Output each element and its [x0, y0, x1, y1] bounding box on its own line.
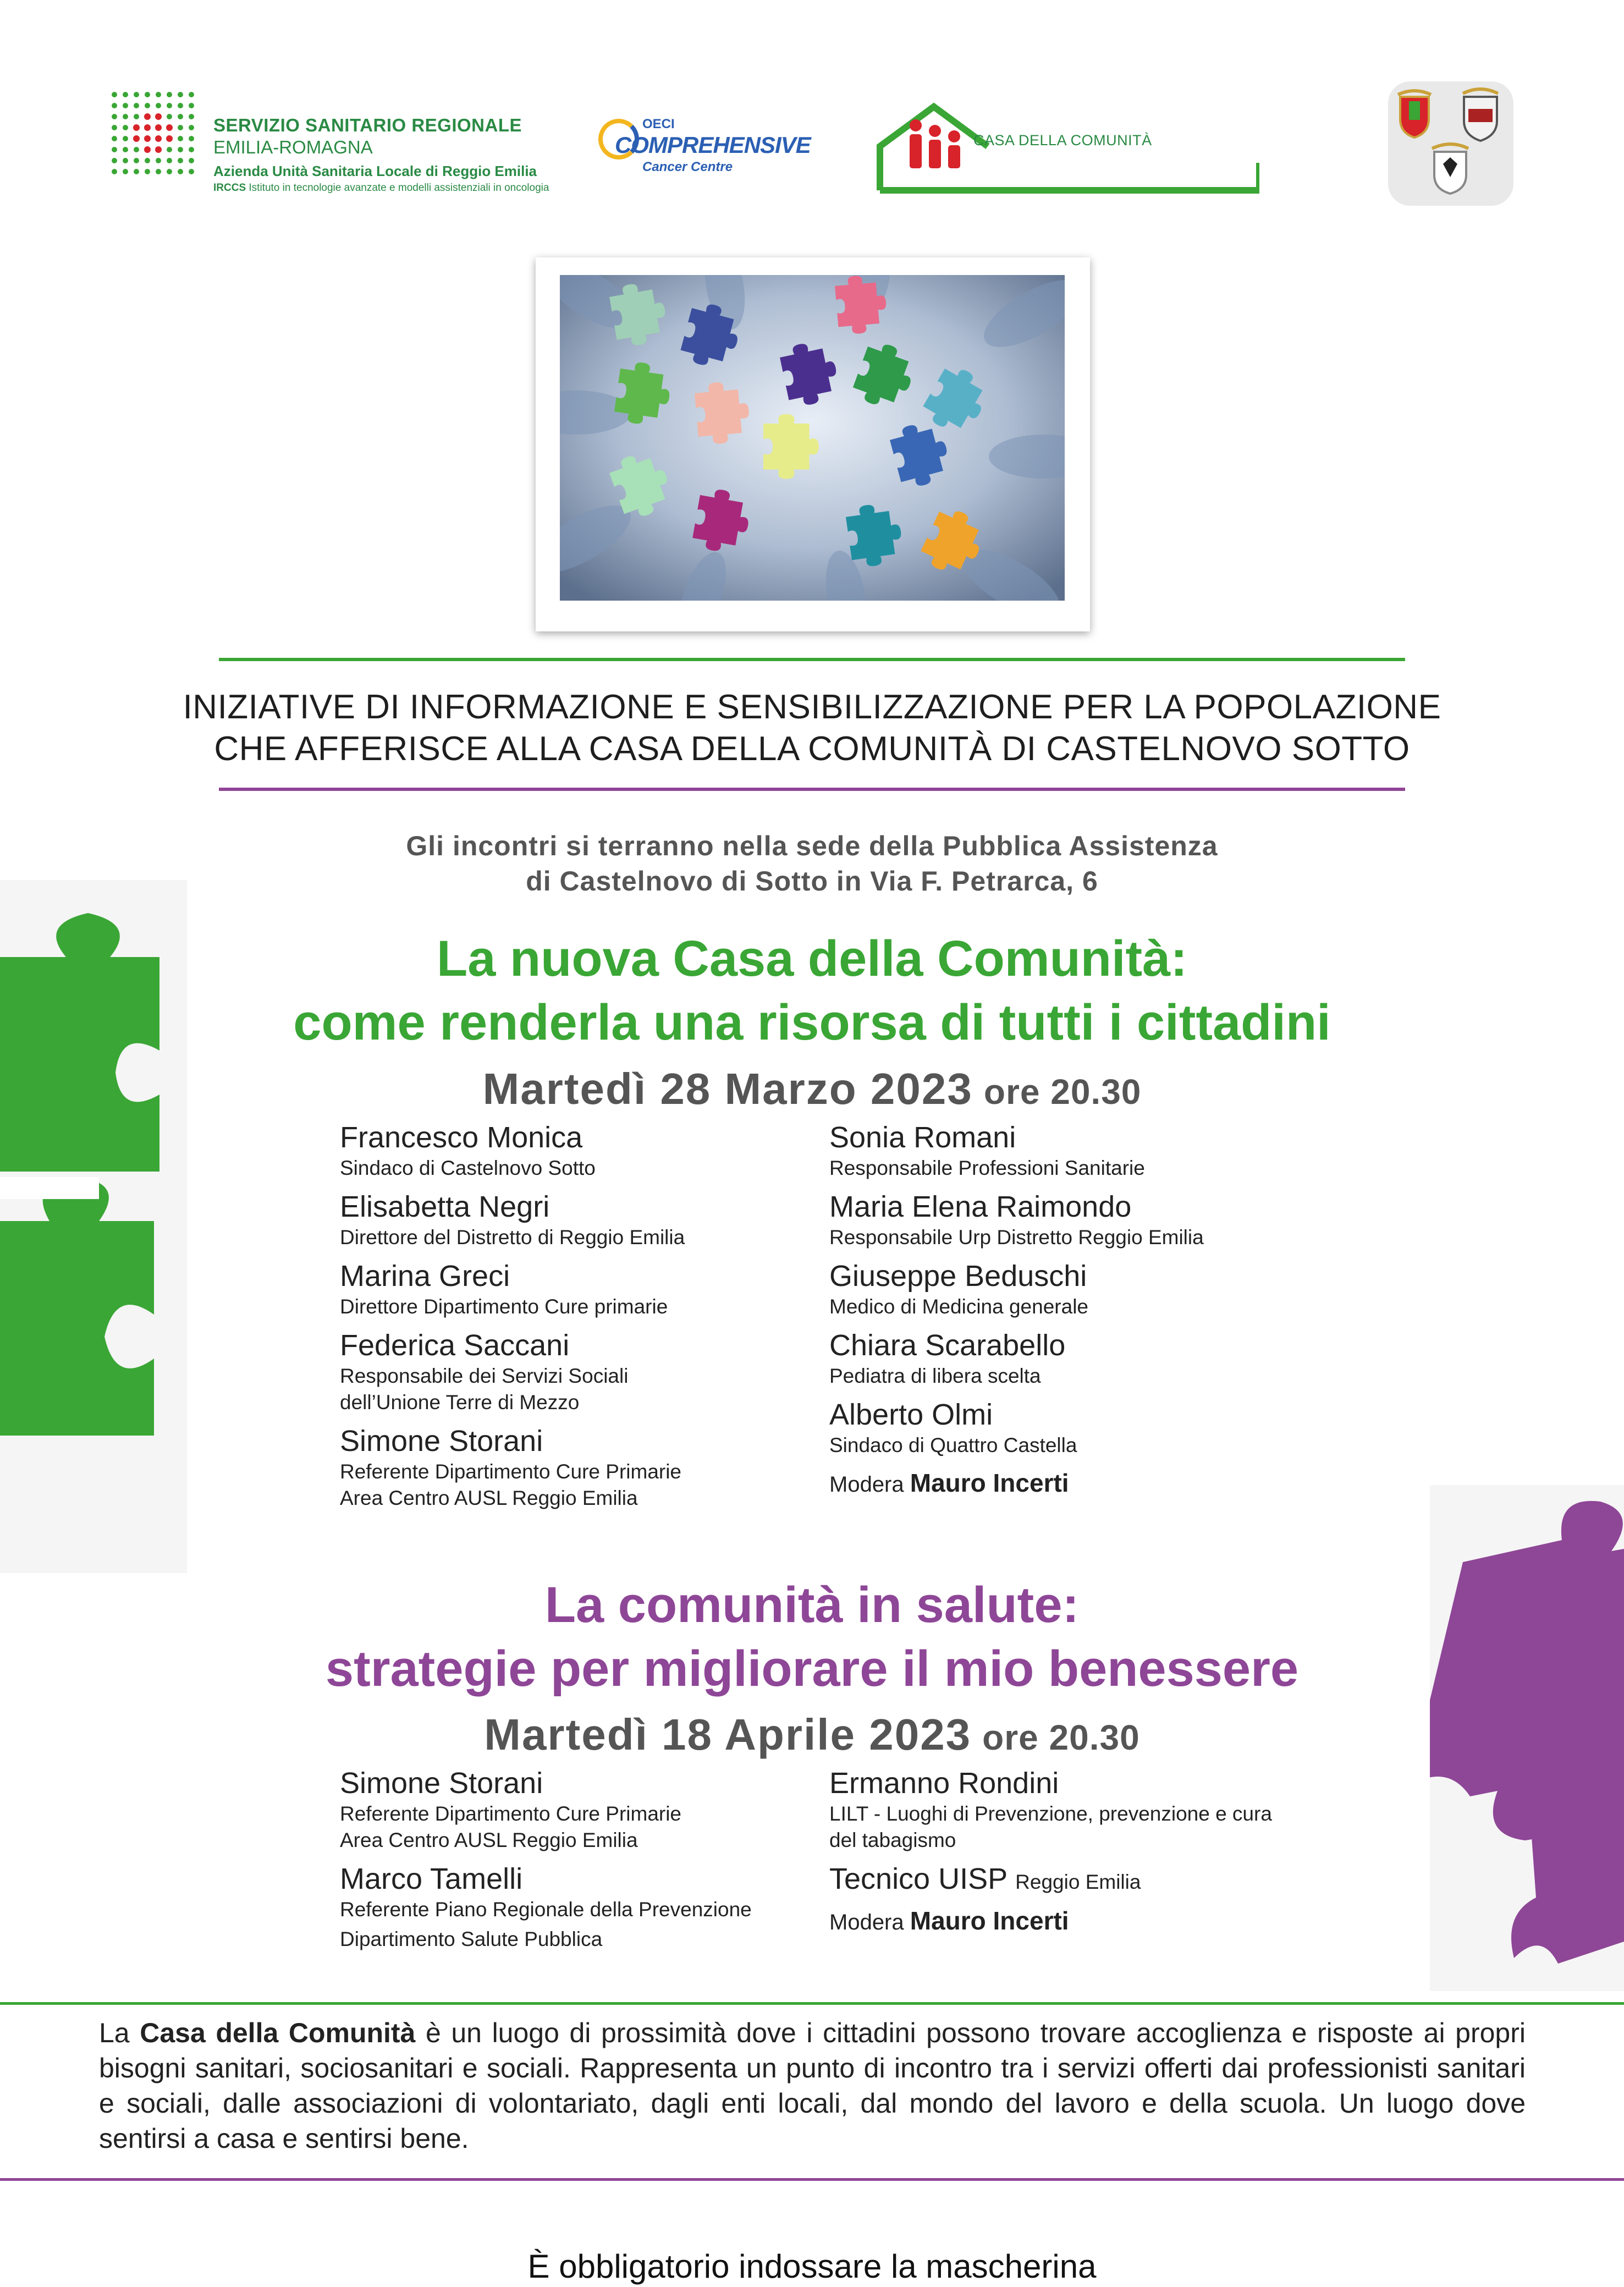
moderator-label: Modera: [829, 1472, 904, 1497]
speaker-role-2: del tabagismo: [829, 1829, 956, 1851]
event2-time: ore 20.30: [982, 1718, 1140, 1757]
event2-moderator: [829, 1904, 1313, 1939]
logo-dot: [178, 169, 183, 174]
logo-dot: [155, 113, 162, 120]
event1-title: [110, 927, 1514, 1054]
speaker-role: Referente Dipartimento Cure Primarie: [340, 1802, 682, 1825]
oeci-sub: Cancer Centre: [642, 160, 733, 174]
speaker-role: Medico di Medicina generale: [829, 1295, 1088, 1318]
casa-comunita-logo: [874, 102, 1259, 196]
desc-bold: Casa della Comunità: [140, 2017, 416, 2048]
speaker-role-2: Area Centro AUSL Reggio Emilia: [340, 1829, 638, 1851]
venue-line1: Gli incontri si terranno nella sede della Pubblica Assistenza: [406, 831, 1218, 861]
logo-dot: [145, 158, 150, 163]
logo-dot: [167, 114, 172, 119]
speaker-role: Sindaco di Castelnovo Sotto: [340, 1157, 596, 1179]
logo-dot: [134, 114, 139, 119]
puzzle-hands-photo: [560, 275, 1065, 601]
logo-dot: [112, 169, 117, 174]
speaker-role: Responsabile dei Servizi Sociali: [340, 1365, 629, 1387]
logo-dot: [145, 92, 150, 97]
venue-line2: di Castelnovo di Sotto in Via F. Petrarca, 6: [526, 866, 1098, 897]
moderator-name: Mauro Incerti: [910, 1469, 1069, 1497]
speaker: [340, 1861, 813, 1953]
footer-green-rule: [0, 2002, 1624, 2005]
desc-rest: è un luogo di prossimità dove i cittadini possono trovare accoglienza e risposte ai propri bisogni sanitari, sociosanitari e sociali. Rappresenta un punto di incontro tra i servizi offerti dai professionisti sanitari e sociali, dalle associazioni di volontariato, dagli enti locali, dal mondo del lavoro e della scuola. Un luogo dove sentirsi a casa e sentirsi bene.: [99, 2017, 1526, 2154]
event2-title-line2: strategie per migliorare il mio benessere: [325, 1641, 1299, 1697]
event2-date: Martedì 18 Aprile 2023: [484, 1710, 972, 1759]
coats-of-arms: [1388, 81, 1513, 206]
event1-time: ore 20.30: [983, 1072, 1142, 1112]
logo-dot: [112, 103, 117, 108]
ssr-line3: Azienda Unità Sanitaria Locale di Reggio Emilia: [213, 163, 537, 179]
oeci-logo: [598, 117, 811, 177]
logo-dot: [189, 158, 194, 163]
event2-title: [110, 1573, 1514, 1701]
logo-dot: [123, 114, 128, 119]
logo-dot: [167, 147, 172, 152]
top-purple-rule: [219, 788, 1405, 791]
logo-dot: [112, 92, 117, 97]
event1-speakers-left: [340, 1120, 813, 1519]
footer-purple-rule: [0, 2178, 1624, 2181]
logo-dot: [155, 124, 162, 131]
ssr-line4: [213, 180, 571, 196]
ssr-irccs-desc: Istituto in tecnologie avanzate e modelli assistenziali in oncologia: [249, 182, 549, 194]
oeci-small: OECI: [642, 117, 675, 131]
intro-title-line1: INIZIATIVE DI INFORMAZIONE E SENSIBILIZZAZIONE PER LA POPOLAZIONE: [183, 688, 1441, 726]
logo-dot: [155, 135, 162, 142]
logo-dot: [167, 158, 172, 163]
logo-dot: [123, 92, 128, 97]
ssr-irccs: IRCCS: [213, 182, 246, 194]
speaker-name: Ermanno Rondini: [829, 1767, 1059, 1800]
moderator-name: Mauro Incerti: [910, 1906, 1069, 1935]
logo-dot: [123, 136, 128, 141]
speaker-name: Giuseppe Beduschi: [829, 1260, 1087, 1293]
logo-dot: [145, 103, 150, 108]
speaker-role: Referente Dipartimento Cure Primarie: [340, 1460, 682, 1483]
logo-dot: [156, 158, 161, 163]
event2-speakers-right: [829, 1766, 1313, 1939]
speaker-role: Direttore Dipartimento Cure primarie: [340, 1295, 668, 1318]
logo-dot: [156, 169, 161, 174]
mask-notice: È obbligatorio indossare la mascherina: [527, 2248, 1097, 2285]
logo-dot: [178, 158, 183, 163]
logo-dot: [144, 135, 151, 142]
event1-title-line2: come renderla una risorsa di tutti i cittadini: [293, 994, 1331, 1051]
logo-dot: [167, 103, 172, 108]
logo-dot: [123, 147, 128, 152]
speaker-name: Chiara Scarabello: [829, 1329, 1066, 1362]
top-green-rule: [219, 658, 1405, 661]
intro-title: [165, 686, 1459, 770]
logo-dot: [189, 169, 194, 174]
coats-of-arms-icon: [1388, 81, 1513, 206]
speaker-role: Referente Piano Regionale della Prevenzione: [340, 1898, 752, 1921]
logo-dot: [189, 92, 194, 97]
moderator-label: Modera: [829, 1910, 904, 1934]
logo-dot: [156, 103, 161, 108]
logo-dot: [167, 169, 172, 174]
oeci-big: COMPREHENSIVE: [615, 132, 811, 158]
logo-dot: [134, 92, 139, 97]
logo-dot: [144, 146, 151, 153]
speaker-name: Sonia Romani: [829, 1121, 1016, 1154]
event1-title-line1: La nuova Casa della Comunità:: [437, 931, 1187, 987]
casa-logo-label: CASA DELLA COMUNITÀ: [973, 132, 1152, 149]
speaker-role-2: Area Centro AUSL Reggio Emilia: [340, 1487, 638, 1509]
speaker-inline-role: Reggio Emilia: [1015, 1871, 1141, 1893]
logo-dot: [166, 124, 173, 131]
speaker: [829, 1861, 1313, 1896]
logo-dot: [123, 125, 128, 130]
logo-dot: [134, 169, 139, 174]
speaker-role: Pediatra di libera scelta: [829, 1365, 1041, 1387]
logo-dot: [145, 169, 150, 174]
speaker: [829, 1397, 1313, 1459]
speaker: [829, 1120, 1313, 1181]
speaker: [340, 1328, 813, 1416]
speaker-name: [829, 1861, 1313, 1896]
casa-comunita-description: [99, 2015, 1526, 2156]
venue-info: [220, 828, 1404, 899]
logo-dot: [112, 136, 117, 141]
ssr-line1: SERVIZIO SANITARIO REGIONALE: [213, 115, 522, 135]
logo-dot: [123, 103, 128, 108]
puzzle-pieces-image: [560, 275, 1065, 601]
logo-dot: [134, 147, 139, 152]
logo-dot: [189, 147, 194, 152]
speaker: [340, 1258, 813, 1320]
logo-dot: [189, 114, 194, 119]
event2-title-line1: La comunità in salute:: [544, 1577, 1080, 1633]
logo-dot: [178, 136, 183, 141]
logo-dot: [112, 114, 117, 119]
logo-dot: [133, 135, 140, 142]
speaker-role: Direttore del Distretto di Reggio Emilia: [340, 1226, 685, 1249]
event1-speakers-right: [829, 1120, 1313, 1501]
logo-dot: [134, 158, 139, 163]
desc-prefix: La: [99, 2017, 130, 2048]
logo-dot: [178, 147, 183, 152]
event2-datetime: [110, 1709, 1514, 1760]
ssr-line2: EMILIA-ROMAGNA: [213, 137, 373, 157]
speaker-name: Maria Elena Raimondo: [829, 1190, 1132, 1223]
logo-dot: [144, 113, 151, 120]
speaker-name: Simone Storani: [340, 1767, 543, 1800]
speaker-name: Marco Tamelli: [340, 1862, 523, 1895]
event2-speakers-left: [340, 1766, 813, 1960]
logo-dot: [112, 147, 117, 152]
speaker-role-2: Dipartimento Salute Pubblica: [340, 1928, 603, 1950]
logo-dot: [178, 103, 183, 108]
logo-dot: [133, 124, 140, 131]
speaker-role: Sindaco di Quattro Castella: [829, 1434, 1077, 1456]
logo-dot: [167, 92, 172, 97]
logo-dot: [189, 125, 194, 130]
intro-title-line2: CHE AFFERISCE ALLA CASA DELLA COMUNITÀ DI CASTELNOVO SOTTO: [214, 730, 1410, 768]
speaker-name: Elisabetta Negri: [340, 1190, 550, 1223]
logo-dot: [189, 103, 194, 108]
logo-dot: [155, 146, 162, 153]
ssr-logo-text: [213, 114, 571, 196]
logo-dot: [112, 158, 117, 163]
logo-dot: [123, 169, 128, 174]
speaker: [340, 1766, 813, 1854]
logo-dot: [134, 103, 139, 108]
logo-dot: [144, 124, 151, 131]
speaker-name: Alberto Olmi: [829, 1398, 993, 1431]
speaker: [829, 1258, 1313, 1320]
speaker-name: Francesco Monica: [340, 1121, 583, 1154]
event1-date: Martedì 28 Marzo 2023: [482, 1064, 973, 1113]
logo-dot: [178, 114, 183, 119]
speaker: [829, 1766, 1313, 1854]
logo-dot: [156, 92, 161, 97]
speaker-role: Responsabile Professioni Sanitarie: [829, 1157, 1145, 1179]
speaker-name: Federica Saccani: [340, 1329, 570, 1362]
logo-dot: [112, 125, 117, 130]
speaker: [340, 1423, 813, 1511]
event1-datetime: [110, 1064, 1514, 1114]
speaker-role-2: dell’Unione Terre di Mezzo: [340, 1391, 580, 1414]
house-outline-icon: [874, 102, 1259, 196]
speaker-name: Marina Greci: [340, 1260, 510, 1293]
event1-moderator: [829, 1466, 1313, 1501]
speaker-name: Simone Storani: [340, 1425, 543, 1458]
speaker: [829, 1328, 1313, 1389]
speaker: [340, 1189, 813, 1251]
speaker: [829, 1189, 1313, 1251]
puzzle-hands-photo-frame: [536, 257, 1090, 631]
logo-dot: [189, 136, 194, 141]
ssr-dot-logo: [109, 89, 197, 177]
speaker-role: Responsabile Urp Distretto Reggio Emilia: [829, 1226, 1204, 1249]
speaker: [340, 1120, 813, 1181]
logo-dot: [178, 92, 183, 97]
speaker-name-text: Tecnico UISP: [829, 1862, 1008, 1895]
logo-dot: [166, 135, 173, 142]
logo-dot: [178, 125, 183, 130]
speaker-role: LILT - Luoghi di Prevenzione, prevenzione e cura: [829, 1802, 1272, 1825]
logo-dot: [123, 158, 128, 163]
